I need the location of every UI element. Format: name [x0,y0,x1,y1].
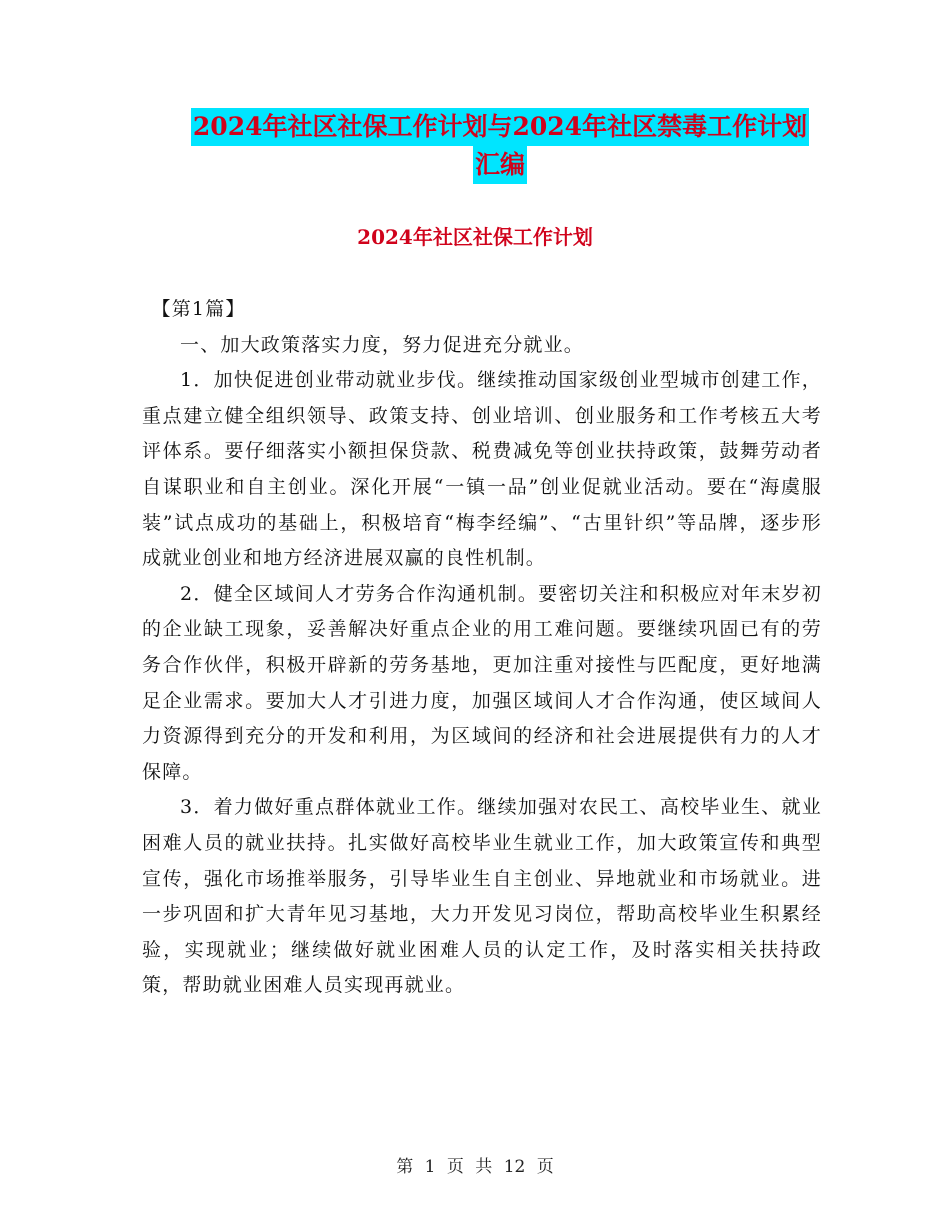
title-line-1: 2024年社区社保工作计划与2024年社区禁毒工作计划 [191,108,809,146]
document-title [140,108,860,184]
paragraph: 2．健全区域间人才劳务合作沟通机制。要密切关注和积极应对年末岁初的企业缺工现象，妥善解决好重点企业的用工难问题。要继续巩固已有的劳务合作伙伴，积极开辟新的劳务基地，更加注重对接性与匹配度，更好地满足企业需求。要加大人才引进力度，加强区域间人才合作沟通，使区域间人力资源得到充分的开发和利用，为区域间的经济和社会进展提供有力的人才保障。 [142,582,822,783]
document-body [142,292,822,1004]
part-label: 【第1篇】 [151,298,246,320]
paragraph: 1．加快促进创业带动就业步伐。继续推动国家级创业型城市创建工作，重点建立健全组织领导、政策支持、创业培训、创业服务和工作考核五大考评体系。要仔细落实小额担保贷款、税费减免等创业扶持政策，鼓舞劳动者自谋职业和自主创业。深化开展“一镇一品”创业促就业活动。要在“海虞服装”试点成功的基础上，积极培育“梅李经编”、“古里针织”等品牌，逐步形成就业创业和地方经济进展双赢的良性机制。 [142,369,822,570]
section-title: 2024年社区社保工作计划 [357,225,593,249]
title-line-2: 汇编 [473,146,527,184]
page-footer: 第 1 页 共 12 页 [396,1157,554,1177]
paragraph: 3．着力做好重点群体就业工作。继续加强对农民工、高校毕业生、就业困难人员的就业扶持。扎实做好高校毕业生就业工作，加大政策宣传和典型宣传，强化市场推举服务，引导毕业生自主创业、异地就业和市场就业。进一步巩固和扩大青年见习基地，大力开发见习岗位，帮助高校毕业生积累经验，实现就业；继续做好就业困难人员的认定工作，及时落实相关扶持政策，帮助就业困难人员实现再就业。 [142,796,822,997]
paragraph: 一、加大政策落实力度，努力促进充分就业。 [180,333,585,356]
